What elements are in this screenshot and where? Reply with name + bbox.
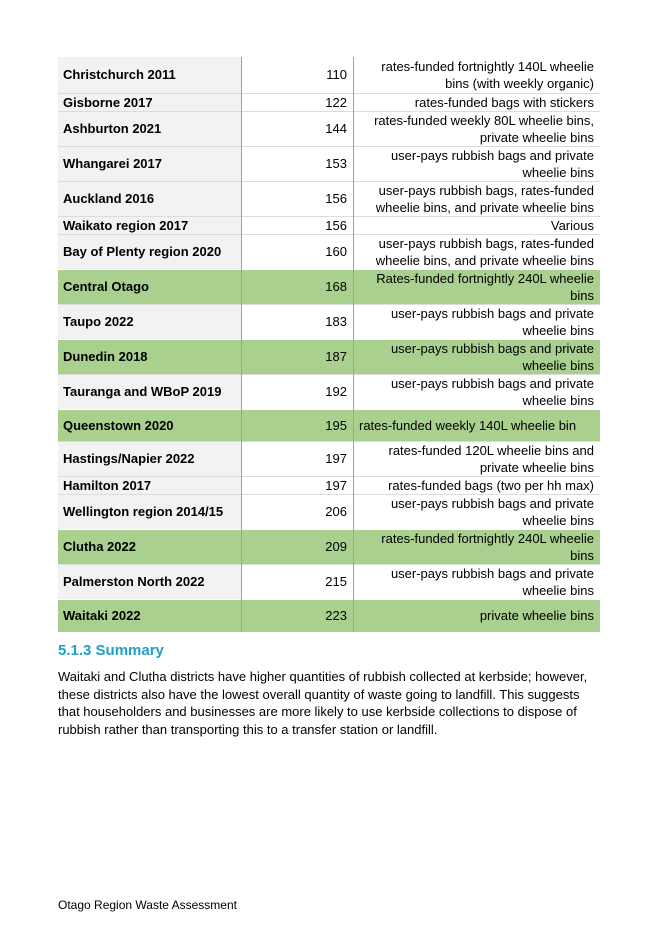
table-row xyxy=(58,339,600,374)
collection-method-cell: rates-funded fortnightly 140L wheelie bins (with weekly organic) xyxy=(381,58,594,91)
collection-method-cell: Various xyxy=(354,216,601,234)
summary-paragraph: Waitaki and Clutha districts have higher quantities of rubbish collected at kerbside; however, these districts also have the lowest overall quantity of waste going to landfill. This suggests that householders and businesses are more likely to use kerbside collections to dispose of rubbish rather than transporting this to a transfer station or landfill. xyxy=(58,669,588,737)
collection-method-cell: user-pays rubbish bags, rates-funded wheelie bins, and private wheelie bins xyxy=(354,181,601,216)
location-name-cell: Palmerston North 2022 xyxy=(58,564,242,599)
collection-method-cell: rates-funded 120L wheelie bins and private wheelie bins xyxy=(354,441,601,476)
quantity-cell: 206 xyxy=(242,494,354,529)
collection-method-cell: rates-funded weekly 140L wheelie bin xyxy=(354,409,601,441)
quantity-cell: 183 xyxy=(242,304,354,339)
location-name-cell: Auckland 2016 xyxy=(58,181,242,216)
quantity-cell: 195 xyxy=(242,409,354,441)
location-name-cell: Waitaki 2022 xyxy=(58,599,242,632)
location-name-cell: Dunedin 2018 xyxy=(58,339,242,374)
table-row xyxy=(58,304,600,339)
table-row xyxy=(58,529,600,564)
collection-method-cell: rates-funded bags (two per hh max) xyxy=(354,476,601,494)
table-row xyxy=(58,564,600,599)
quantity-cell: 209 xyxy=(242,529,354,564)
quantity-cell: 192 xyxy=(242,374,354,409)
table-row xyxy=(58,146,600,181)
quantity-cell: 122 xyxy=(242,93,354,111)
collection-method-cell: user-pays rubbish bags and private wheelie bins xyxy=(354,304,601,339)
location-name-cell: Christchurch 2011 xyxy=(58,57,242,93)
table-row xyxy=(58,57,600,93)
location-name-cell: Wellington region 2014/15 xyxy=(58,494,242,529)
collection-method-cell: Rates-funded fortnightly 240L wheelie bins xyxy=(354,269,601,304)
table-row xyxy=(58,494,600,529)
table-row xyxy=(58,269,600,304)
location-name-cell: Waikato region 2017 xyxy=(58,216,242,234)
quantity-cell: 160 xyxy=(242,234,354,269)
collection-method-cell: rates-funded weekly 80L wheelie bins, private wheelie bins xyxy=(354,111,601,146)
quantity-cell: 197 xyxy=(242,476,354,494)
table-body xyxy=(58,57,600,632)
quantity-cell: 187 xyxy=(242,339,354,374)
table-row xyxy=(58,93,600,111)
page-footer: Otago Region Waste Assessment xyxy=(58,898,237,912)
quantity-cell: 156 xyxy=(242,181,354,216)
collection-method-cell: user-pays rubbish bags and private wheelie bins xyxy=(354,146,601,181)
quantity-cell: 156 xyxy=(242,216,354,234)
quantity-cell: 223 xyxy=(242,599,354,632)
location-name-cell: Gisborne 2017 xyxy=(58,93,242,111)
location-name-cell: Hastings/Napier 2022 xyxy=(58,441,242,476)
waste-comparison-table xyxy=(58,57,600,632)
table-row xyxy=(58,216,600,234)
quantity-cell: 197 xyxy=(242,441,354,476)
table-row xyxy=(58,599,600,632)
location-name-cell: Tauranga and WBoP 2019 xyxy=(58,374,242,409)
location-name-cell: Hamilton 2017 xyxy=(58,476,242,494)
table-row xyxy=(58,111,600,146)
quantity-cell: 153 xyxy=(242,146,354,181)
location-name-cell: Taupo 2022 xyxy=(58,304,242,339)
table-row xyxy=(58,409,600,441)
quantity-cell: 168 xyxy=(242,269,354,304)
table-row xyxy=(58,374,600,409)
location-name-cell: Clutha 2022 xyxy=(58,529,242,564)
quantity-cell: 110 xyxy=(242,57,354,93)
collection-method-cell: user-pays rubbish bags and private wheelie bins xyxy=(354,564,601,599)
collection-method-cell: user-pays rubbish bags and private wheelie bins xyxy=(354,494,601,529)
quantity-cell: 215 xyxy=(242,564,354,599)
location-name-cell: Ashburton 2021 xyxy=(58,111,242,146)
collection-method-cell: user-pays rubbish bags, rates-funded wheelie bins, and private wheelie bins xyxy=(354,234,601,269)
collection-method-cell: user-pays rubbish bags and private wheelie bins xyxy=(354,374,601,409)
location-name-cell: Whangarei 2017 xyxy=(58,146,242,181)
table-row xyxy=(58,441,600,476)
collection-method-cell: rates-funded bags with stickers xyxy=(354,93,601,111)
location-name-cell: Queenstown 2020 xyxy=(58,409,242,441)
quantity-cell: 144 xyxy=(242,111,354,146)
table-row xyxy=(58,476,600,494)
collection-method-cell: rates-funded fortnightly 240L wheelie bins xyxy=(354,529,601,564)
collection-method-cell: user-pays rubbish bags and private wheelie bins xyxy=(354,339,601,374)
location-name-cell: Bay of Plenty region 2020 xyxy=(58,234,242,269)
section-heading: 5.1.3 Summary xyxy=(58,642,164,659)
location-name-cell: Central Otago xyxy=(58,269,242,304)
table-row xyxy=(58,181,600,216)
table-row xyxy=(58,234,600,269)
collection-method-cell: private wheelie bins xyxy=(354,599,601,632)
